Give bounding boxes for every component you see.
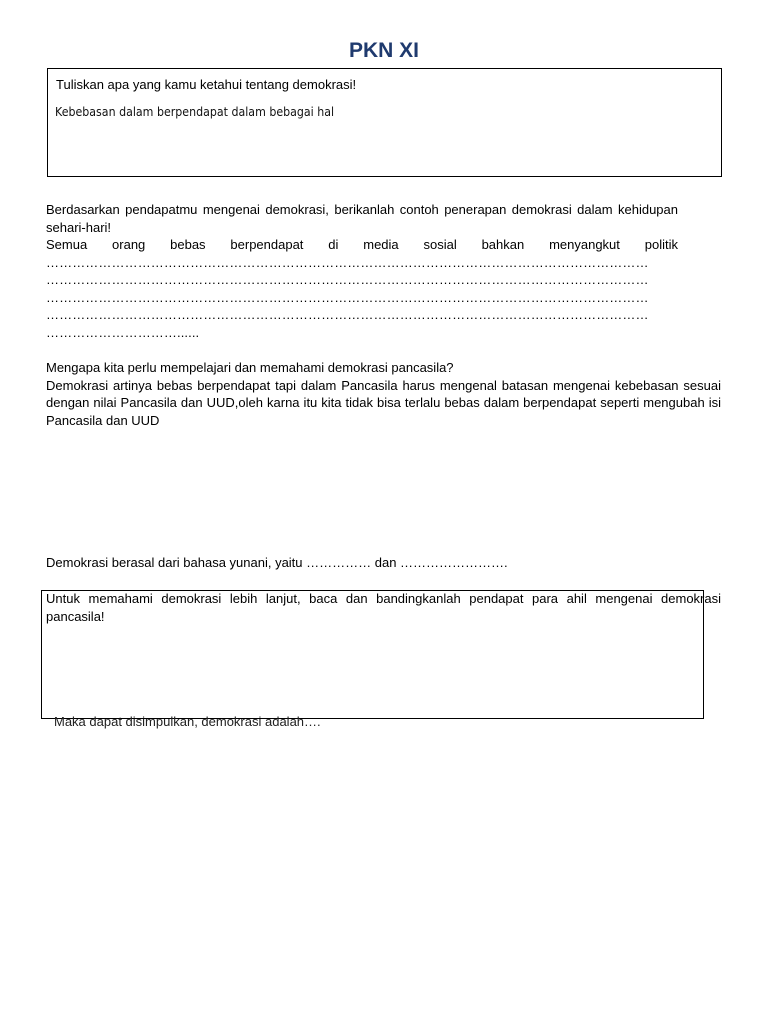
question-1: Tuliskan apa yang kamu ketahui tentang demokrasi!	[56, 77, 357, 92]
dotted-line: …………………………………………………………………………………………………………………………	[46, 289, 649, 305]
conclusion-prompt: Maka dapat disimpulkan, demokrasi adalah….	[54, 714, 321, 729]
dotted-line: …………………………......	[46, 324, 200, 340]
dotted-line: …………………………………………………………………………………………………………………………	[46, 254, 649, 270]
question-3-section	[46, 359, 721, 429]
question-4: Demokrasi berasal dari bahasa yunani, yaitu …………… dan …………………….	[46, 555, 508, 570]
page-title: PKN XI	[348, 39, 419, 62]
dotted-line: …………………………………………………………………………………………………………………………	[46, 307, 649, 322]
answer-2[interactable]: Semua orang bebas berpendapat di media sosial bahkan menyangkut politik	[46, 237, 678, 252]
question-2: Berdasarkan pendapatmu mengenai demokrasi, berikanlah contoh penerapan demokrasi dalam kehidupan sehari-hari!	[46, 202, 678, 235]
dotted-line: …………………………………………………………………………………………………………………………	[46, 272, 649, 287]
answer-3[interactable]: Demokrasi artinya bebas berpendapat tapi dalam Pancasila harus mengenal batasan mengenai kebebasan sesuai dengan nilai Pancasila dan UUD,oleh karna itu kita tidak bisa terlalu bebas dalam berpendapat seperti mengubah isi Pancasila dan UUD	[46, 377, 721, 428]
answer-box-1	[47, 68, 722, 177]
question-3: Mengapa kita perlu mempelajari dan memahami demokrasi pancasila?	[46, 360, 454, 375]
question-2-section	[46, 201, 678, 341]
question-5: Untuk memahami demokrasi lebih lanjut, baca dan bandingkanlah pendapat para ahil mengenai demokrasi pancasila!	[46, 591, 721, 624]
answer-1[interactable]: Kebebasan dalam berpendapat dalam bebagai hal	[55, 105, 335, 119]
